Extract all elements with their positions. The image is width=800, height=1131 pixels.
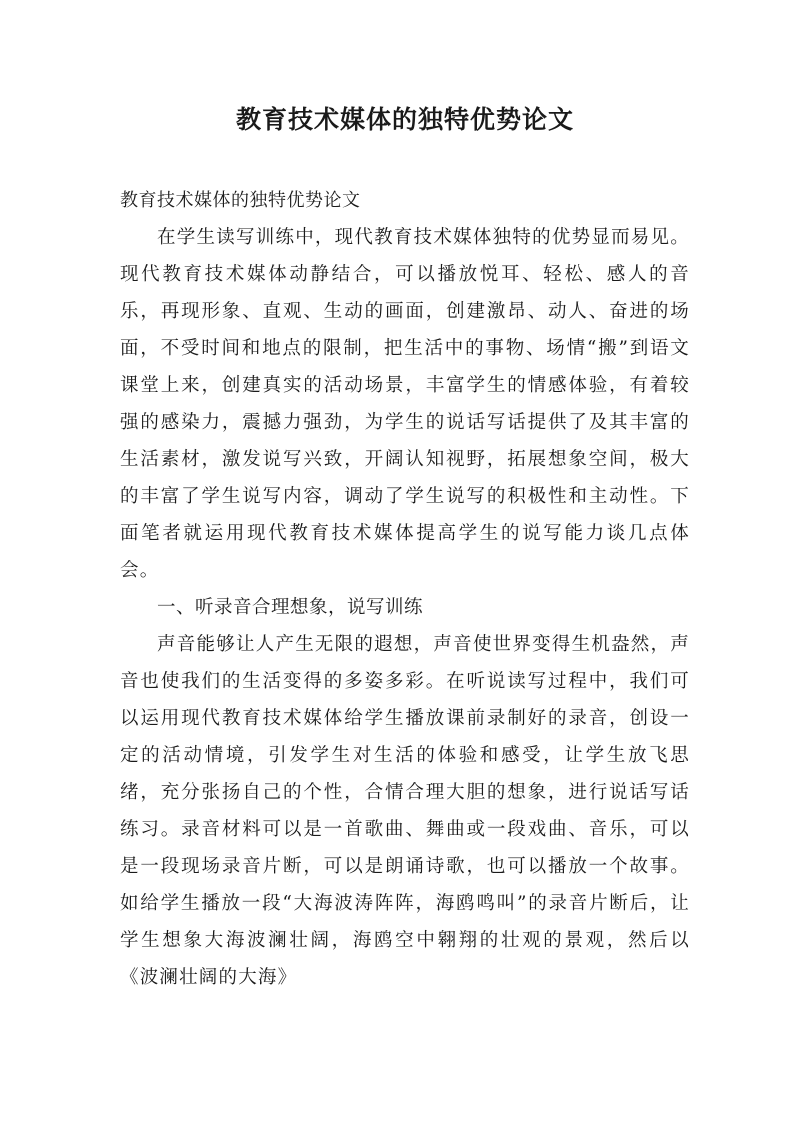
paragraph-section-one: 声音能够让人产生无限的遐想，声音使世界变得生机盎然，声音也使我们的生活变得的多姿多彩。在听说读写过程中，我们可以运用现代教育技术媒体给学生播放课前录制好的录音，创设一定的活动情境，引发学生对生活的体验和感受，让学生放飞思绪，充分张扬自己的个性，合情合理大胆的想象，进行说话写话练习。录音材料可以是一首歌曲、舞曲或一段戏曲、音乐，可以是一段现场录音片断，可以是朗诵诗歌，也可以播放一个故事。如给学生播放一段“大海波涛阵阵，海鸥鸣叫”的录音片断后，让学生想象大海波澜壮阔，海鸥空中翱翔的壮观的景观，然后以《波澜壮阔的大海》 <box>120 634 690 988</box>
document-title: 教育技术媒体的独特优势论文 <box>235 105 574 134</box>
document-subtitle: 教育技术媒体的独特优势论文 <box>120 190 361 211</box>
section-heading: 一、听录音合理想象，说写训练 <box>157 597 424 618</box>
document-body <box>120 219 690 996</box>
paragraph-intro: 在学生读写训练中，现代教育技术媒体独特的优势显而易见。现代教育技术媒体动静结合，可以播放悦耳、轻松、感人的音乐，再现形象、直观、生动的画面，创建激昂、动人、奋进的场面，不受时间和地点的限制，把生活中的事物、场情“搬”到语文课堂上来，创建真实的活动场景，丰富学生的情感体验，有着较强的感染力，震撼力强劲，为学生的说话写话提供了及其丰富的生活素材，激发说写兴致，开阔认知视野，拓展想象空间，极大的丰富了学生说写内容，调动了学生说写的积极性和主动性。下面笔者就运用现代教育技术媒体提高学生的说写能力谈几点体会。 <box>120 227 690 581</box>
